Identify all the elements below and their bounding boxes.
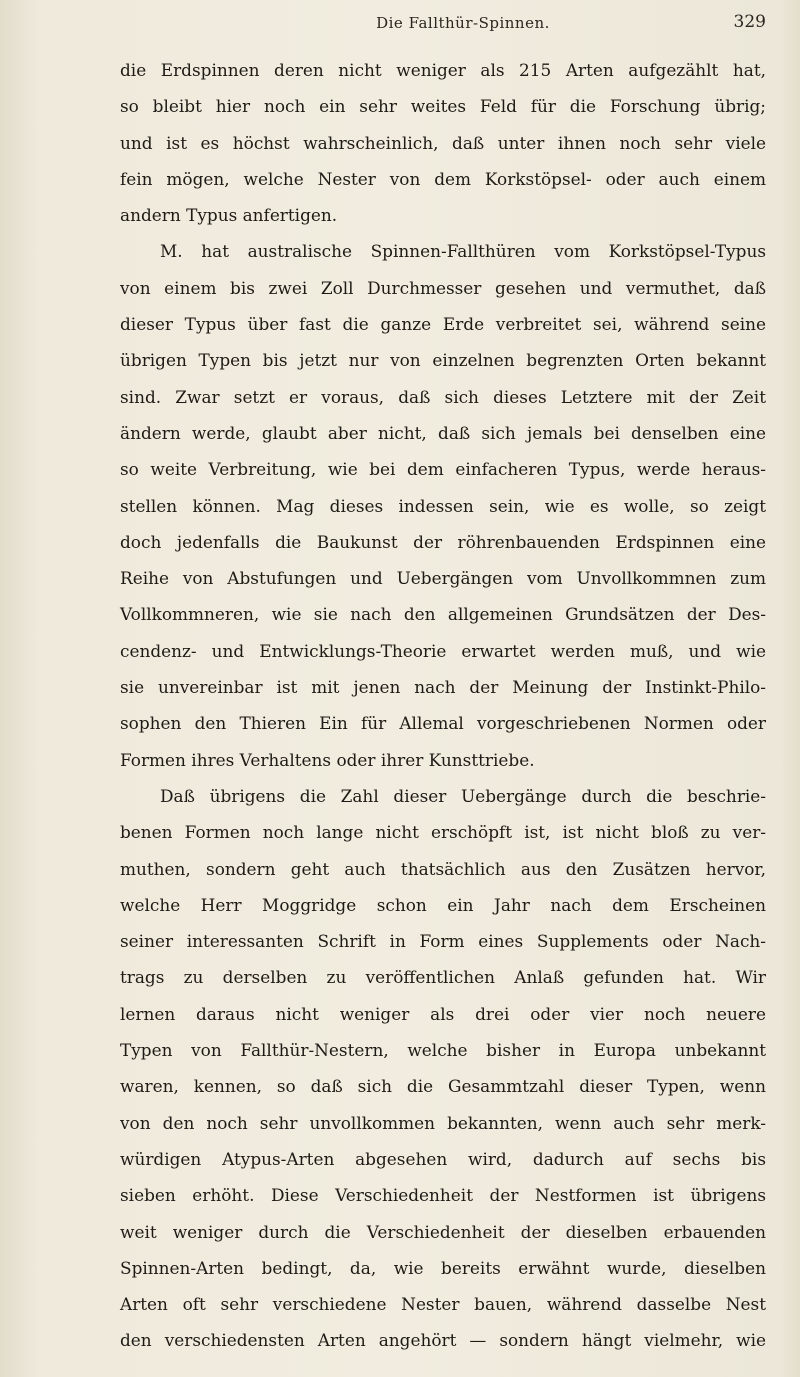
page-header — [120, 8, 766, 38]
text-line: sind. Zwar setzt er voraus, daß sich dieses Letztere mit der Zeit — [120, 386, 766, 407]
text-line: fein mögen, welche Nester von dem Korkstöpsel- oder auch einem — [120, 168, 766, 189]
running-title: Die Fallthür-Spinnen. — [376, 14, 550, 32]
text-line: und ist es höchst wahrscheinlich, daß unter ihnen noch sehr viele — [120, 132, 766, 153]
text-line: Formen ihres Verhaltens oder ihrer Kunsttriebe. — [120, 749, 535, 770]
text-line: den verschiedensten Arten angehört — sondern hängt vielmehr, wie — [120, 1330, 766, 1351]
text-line: Spinnen-Arten bedingt, da, wie bereits erwähnt wurde, dieselben — [120, 1257, 766, 1278]
text-line: übrigen Typen bis jetzt nur von einzelnen begrenzten Orten bekannt — [120, 350, 766, 371]
text-line: Arten oft sehr verschiedene Nester bauen, während dasselbe Nest — [120, 1294, 766, 1315]
text-line: so weite Verbreitung, wie bei dem einfacheren Typus, werde heraus- — [120, 459, 766, 480]
text-line: lernen daraus nicht weniger als drei oder vier noch neuere — [120, 1003, 766, 1024]
text-line: stellen können. Mag dieses indessen sein, wie es wolle, so zeigt — [120, 495, 766, 516]
text-line: welche Herr Moggridge schon ein Jahr nach dem Erscheinen — [120, 894, 766, 915]
text-line: ändern werde, glaubt aber nicht, daß sich jemals bei denselben eine — [120, 422, 766, 443]
text-line: die Erdspinnen deren nicht weniger als 215 Arten aufgezählt hat, — [120, 60, 766, 80]
text-line: Typen von Fallthür-Nestern, welche bisher in Europa unbekannt — [120, 1040, 766, 1061]
text-line: benen Formen noch lange nicht erschöpft ist, ist nicht bloß zu ver- — [120, 822, 766, 843]
text-line: trags zu derselben zu veröffentlichen Anlaß gefunden hat. Wir — [120, 967, 766, 988]
text-line: doch jedenfalls die Baukunst der röhrenbauenden Erdspinnen eine — [120, 531, 766, 552]
text-line: sophen den Thieren Ein für Allemal vorgeschriebenen Normen oder — [120, 713, 766, 734]
text-line: seiner interessanten Schrift in Form eines Supplements oder Nach- — [120, 931, 766, 952]
text-line: M. hat australische Spinnen-Fallthüren vom Korkstöpsel-Typus — [160, 241, 766, 262]
page-number: 329 — [733, 12, 766, 32]
text-line: andern Typus anfertigen. — [120, 205, 338, 226]
text-line: von den noch sehr unvollkommen bekannten, wenn auch sehr merk- — [120, 1112, 766, 1133]
text-line: weit weniger durch die Verschiedenheit der dieselben erbauenden — [120, 1221, 766, 1242]
text-line: sie unvereinbar ist mit jenen nach der Meinung der Instinkt-Philo- — [120, 677, 766, 698]
text-line: sieben erhöht. Diese Verschiedenheit der Nestformen ist übrigens — [120, 1185, 766, 1206]
text-line: würdigen Atypus-Arten abgesehen wird, dadurch auf sechs bis — [120, 1148, 766, 1169]
text-line: so bleibt hier noch ein sehr weites Feld für die Forschung übrig; — [120, 96, 766, 117]
text-line: Daß übrigens die Zahl dieser Uebergänge durch die beschrie- — [160, 785, 766, 806]
text-line: von einem bis zwei Zoll Durchmesser gesehen und vermuthet, daß — [120, 277, 766, 298]
text-line: Vollkommneren, wie sie nach den allgemeinen Grundsätzen der Des- — [120, 604, 766, 625]
text-line: dieser Typus über fast die ganze Erde verbreitet sei, während seine — [120, 314, 766, 335]
text-line: cendenz- und Entwicklungs-Theorie erwartet werden muß, und wie — [120, 640, 766, 661]
text-line: waren, kennen, so daß sich die Gesammtzahl dieser Typen, wenn — [120, 1076, 766, 1097]
text-line: muthen, sondern geht auch thatsächlich aus den Zusätzen hervor, — [120, 858, 766, 879]
text-line: Reihe von Abstufungen und Uebergängen vom Unvollkommnen zum — [120, 568, 766, 589]
body-text — [120, 52, 766, 1359]
